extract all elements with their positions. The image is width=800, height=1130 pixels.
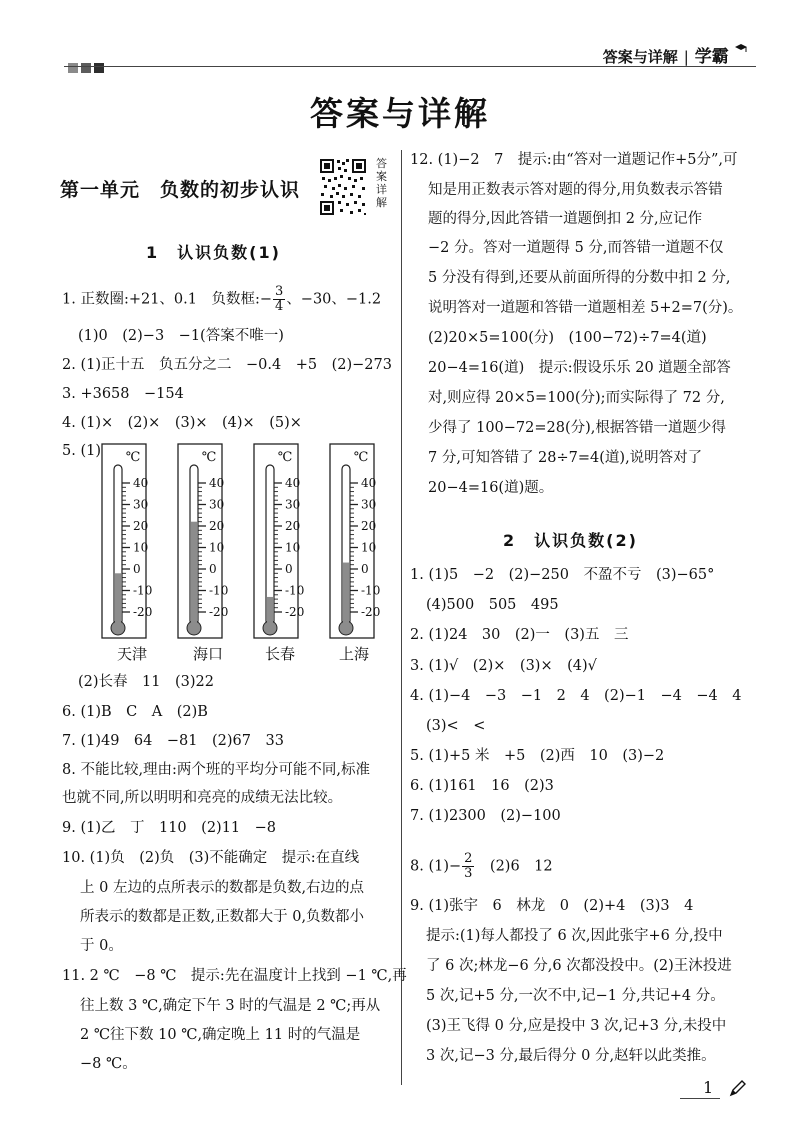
thermometer-tick-label: 40	[285, 476, 301, 490]
fraction-denominator: 4	[275, 299, 284, 314]
thermometer-tick-label: -20	[361, 605, 381, 619]
graduation-cap-icon	[734, 42, 748, 56]
answer-3: 3. +3658 −154	[62, 386, 184, 402]
thermometer-unit: ℃	[125, 450, 141, 465]
thermometer-tick-label: 0	[133, 562, 141, 576]
thermometer-tick-label: 40	[209, 476, 225, 490]
thermometer-tick-label: -10	[209, 583, 229, 598]
page-number: 1	[703, 1078, 714, 1097]
answer-8-line-2: 也就不同,所以明明和亮亮的成绩无法比较。	[62, 790, 343, 806]
answer-12-line-7: (2)20×5=100(分) (100−72)÷7=4(道)	[428, 330, 707, 346]
thermometer-tick-label: 30	[133, 497, 149, 512]
thermometer-tick-label: -20	[133, 605, 153, 619]
thermometer-tick-label: 10	[133, 540, 149, 555]
answer-10-line-3: 所表示的数都是正数,正数都大于 0,负数都小	[80, 909, 365, 925]
answer-1b: (1)0 (2)−3 −1(答案不唯一)	[78, 328, 284, 344]
answer-1-text-end: 、−30、−1.2	[286, 291, 382, 308]
thermometer-tick-label: 10	[285, 540, 301, 555]
answer-9: 9. (1)乙 丁 110 (2)11 −8	[62, 820, 277, 836]
thermometer-figure	[100, 440, 390, 640]
answer-b8-text: 8. (1)−	[410, 858, 462, 875]
answer-8-line-1: 8. 不能比较,理由:两个班的平均分可能不同,标准	[62, 762, 371, 778]
answer-b2: 2. (1)24 30 (2)一 (3)五 三	[410, 627, 629, 643]
answer-b9-line-4: 5 次,记+5 分,一次不中,记−1 分,共记+4 分。	[426, 988, 725, 1004]
footer-rule	[680, 1098, 720, 1099]
thermometer-tick-label: 0	[209, 562, 217, 576]
answer-10-line-1: 10. (1)负 (2)负 (3)不能确定 提示:在直线	[62, 850, 360, 866]
unit-title: 第一单元 负数的初步认识	[60, 179, 301, 201]
answer-b7: 7. (1)2300 (2)−100	[410, 808, 561, 824]
answer-b4-line-1: 4. (1)−4 −3 −1 2 4 (2)−1 −4 −4 4	[410, 688, 742, 704]
header-separator: |	[683, 48, 689, 66]
answer-1	[62, 285, 381, 314]
answer-b5: 5. (1)+5 米 +5 (2)西 10 (3)−2	[410, 748, 665, 764]
thermometer-label: 上海	[339, 645, 370, 663]
fraction-denominator: 3	[464, 866, 473, 881]
answer-5: 5. (1)	[62, 443, 101, 459]
thermometer-tick-label: 0	[361, 562, 369, 576]
pencil-icon	[728, 1078, 748, 1098]
thermometer-label: 长春	[265, 645, 296, 663]
answer-10-line-2: 上 0 左边的点所表示的数都是负数,右边的点	[80, 880, 365, 896]
qr-label: 答案详解	[376, 157, 387, 209]
header-square	[68, 63, 78, 73]
answer-b9-line-6: 3 次,记−3 分,最后得分 0 分,赵轩以此类推。	[426, 1048, 716, 1064]
thermometer-tick-label: -10	[361, 583, 381, 598]
answer-b1-line-2: (4)500 505 495	[426, 597, 559, 613]
header-square	[94, 63, 104, 73]
answer-b4-line-2: (3)< <	[426, 718, 486, 734]
answer-b9-line-2: 提示:(1)每人都投了 6 次,因此张宇+6 分,投中	[426, 928, 723, 944]
fraction-numerator: 2	[464, 851, 473, 866]
thermometer-tick-label: -20	[209, 605, 229, 619]
thermometer-mercury	[343, 563, 349, 628]
answer-1-text: 1. 正数圈:+21、0.1 负数框:−	[62, 291, 273, 308]
answer-2: 2. (1)正十五 负五分之二 −0.4 +5 (2)−273	[62, 357, 392, 373]
page-title: 答案与详解	[310, 94, 490, 133]
thermometer-label: 天津	[117, 645, 148, 663]
header-squares	[68, 58, 107, 77]
thermometer-tick-label: 40	[361, 476, 377, 490]
answer-12-line-8: 20−4=16(道) 提示:假设乐乐 20 道题全部答	[428, 360, 731, 376]
thermometer-tick-label: -10	[133, 583, 153, 598]
answer-b1-line-1: 1. (1)5 −2 (2)−250 不盈不亏 (3)−65°	[410, 567, 715, 583]
thermometer-tick-label: 40	[133, 476, 149, 490]
answer-4: 4. (1)× (2)× (3)× (4)× (5)×	[62, 415, 302, 431]
header-square	[81, 63, 91, 73]
answer-b8	[410, 852, 553, 881]
thermometer-tick-label: -10	[285, 583, 305, 598]
answer-12-line-11: 7 分,可知答错了 28÷7=4(道),说明答对了	[428, 450, 703, 466]
thermometer-tick-label: 20	[285, 519, 301, 533]
thermometer-tick-label: 0	[285, 562, 293, 576]
answer-b9-line-1: 9. (1)张宇 6 林龙 0 (2)+4 (3)3 4	[410, 898, 694, 914]
answer-12-line-2: 知是用正数表示答对题的得分,用负数表示答错	[428, 182, 723, 198]
answer-10-line-4: 于 0。	[80, 938, 123, 954]
header-right	[603, 42, 748, 67]
thermometer-tick-label: 20	[361, 519, 377, 533]
answer-7: 7. (1)49 64 −81 (2)67 33	[62, 733, 284, 749]
thermometer-tick-label: 30	[285, 497, 301, 512]
answer-12-line-1: 12. (1)−2 7 提示:由“答对一道题记作+5分”,可	[410, 152, 738, 168]
answer-12-line-5: 5 分没有得到,还要从前面所得的分数中扣 2 分,	[428, 270, 731, 286]
answer-11-line-1: 11. 2 ℃ −8 ℃ 提示:先在温度计上找到 −1 ℃,再	[62, 968, 407, 984]
answer-12-line-9: 对,则应得 20×5=100(分);而实际得了 72 分,	[428, 390, 725, 406]
section-title-1: 1 认识负数(1)	[146, 243, 281, 262]
answer-b6: 6. (1)161 16 (2)3	[410, 778, 554, 794]
answer-12-line-6: 说明答对一道题和答错一道题相差 5+2=7(分)。	[428, 300, 743, 316]
thermometer-tick-label: -20	[285, 605, 305, 619]
answer-5b: (2)长春 11 (3)22	[78, 674, 214, 690]
answer-12-line-4: −2 分。答对一道题得 5 分,而答错一道题不仅	[428, 240, 724, 256]
section-title-2: 2 认识负数(2)	[503, 531, 638, 550]
answer-11-line-3: 2 ℃往下数 10 ℃,确定晚上 11 时的气温是	[80, 1027, 361, 1043]
thermometer-tick-label: 10	[361, 540, 377, 555]
thermometer-mercury	[267, 597, 273, 628]
thermometer-unit: ℃	[353, 450, 369, 465]
thermometer-tick-label: 30	[209, 497, 225, 512]
thermometer-tick-label: 20	[133, 519, 149, 533]
thermometer-tick-label: 20	[209, 519, 225, 533]
thermometer-unit: ℃	[201, 450, 217, 465]
thermometer-mercury	[115, 573, 121, 628]
answer-b9-line-5: (3)王飞得 0 分,应是投中 3 次,记+3 分,未投中	[426, 1018, 727, 1034]
thermometer-unit: ℃	[277, 450, 293, 465]
fraction	[462, 852, 474, 881]
fraction	[273, 285, 285, 314]
answer-12-line-10: 少得了 100−72=28(分),根据答错一道题少得	[428, 420, 726, 436]
answer-6: 6. (1)B C A (2)B	[62, 704, 208, 720]
answer-b8-text-end: (2)6 12	[475, 858, 553, 875]
answer-12-line-3: 题的得分,因此答错一道题倒扣 2 分,应记作	[428, 211, 703, 227]
answer-12-line-12: 20−4=16(道)题。	[428, 480, 554, 496]
answer-b3: 3. (1)√ (2)× (3)× (4)√	[410, 658, 597, 674]
answer-11-line-4: −8 ℃。	[80, 1056, 137, 1072]
thermometer-tick-label: 10	[209, 540, 225, 555]
answer-11-line-2: 往上数 3 ℃,确定下午 3 时的气温是 2 ℃;再从	[80, 998, 381, 1014]
thermometer-label: 海口	[193, 645, 224, 663]
column-divider	[401, 150, 402, 1085]
fraction-numerator: 3	[275, 284, 284, 299]
thermometer-tick-label: 30	[361, 497, 377, 512]
thermometer-mercury	[191, 522, 197, 628]
answer-b9-line-3: 了 6 次;林龙−6 分,6 次都没投中。(2)王沐投进	[426, 958, 732, 974]
brand-logo: 学霸	[694, 47, 729, 67]
header-section-label: 答案与详解	[602, 48, 678, 66]
qr-code[interactable]	[318, 157, 368, 217]
header-rule	[64, 66, 756, 67]
